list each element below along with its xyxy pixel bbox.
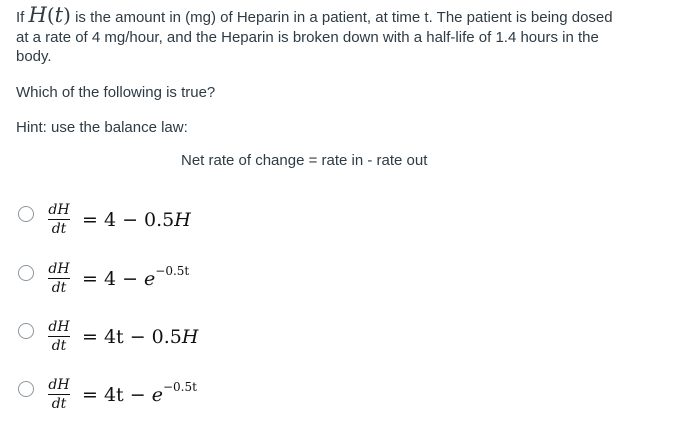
- question-text: [16, 3, 616, 67]
- math-h: H: [28, 3, 47, 27]
- fraction-bar: [48, 394, 70, 395]
- fraction-bar: [48, 219, 70, 220]
- balance-law: Net rate of change = rate in - rate out: [181, 152, 428, 169]
- rhs-exponent: −0.5t: [155, 264, 190, 278]
- rhs-text: = 4 − 0.5: [82, 209, 175, 231]
- answer-option-2[interactable]: [18, 261, 338, 301]
- prompt: Which of the following is true?: [16, 84, 216, 101]
- rhs-variable: H: [174, 209, 191, 231]
- fraction-numerator: dH: [48, 377, 70, 393]
- radio-button[interactable]: [18, 206, 34, 222]
- equation-rhs: [82, 205, 191, 231]
- radio-button[interactable]: [18, 265, 34, 281]
- equation-rhs: [82, 380, 197, 406]
- fraction-denominator: dt: [51, 280, 67, 296]
- math-t: t: [54, 3, 64, 27]
- math-open-paren: (: [46, 3, 55, 27]
- radio-button[interactable]: [18, 323, 34, 339]
- question-prefix: If: [16, 9, 25, 26]
- rhs-text: = 4 −: [82, 268, 145, 290]
- rhs-variable: e: [144, 268, 156, 290]
- answer-option-3[interactable]: [18, 319, 338, 359]
- equation-rhs: [82, 264, 189, 290]
- question-body: is the amount in (mg) of Heparin in a patient, at time t. The patient is being dosed at a rate of 4 mg/hour, and the Heparin is broken down with a half-life of 1.4 hours in the body.: [16, 9, 613, 65]
- fraction: [48, 377, 70, 412]
- rhs-variable: e: [151, 384, 163, 406]
- rhs-exponent: −0.5t: [162, 380, 197, 394]
- fraction-numerator: dH: [48, 319, 70, 335]
- math-close-paren: ): [63, 3, 71, 27]
- fraction-denominator: dt: [51, 338, 67, 354]
- fraction-denominator: dt: [51, 221, 67, 237]
- fraction-numerator: dH: [48, 261, 70, 277]
- rhs-variable: H: [181, 326, 199, 348]
- fraction-numerator: dH: [48, 202, 70, 218]
- fraction-denominator: dt: [51, 396, 67, 412]
- answer-option-1[interactable]: [18, 202, 338, 242]
- hint: Hint: use the balance law:: [16, 119, 188, 136]
- fraction: [48, 261, 70, 296]
- fraction-bar: [48, 278, 70, 279]
- rhs-text: = 4t − 0.5: [82, 326, 182, 348]
- fraction: [48, 319, 70, 354]
- answer-option-4[interactable]: [18, 377, 338, 417]
- equation-rhs: [82, 322, 198, 348]
- rhs-text: = 4t −: [82, 384, 152, 406]
- radio-button[interactable]: [18, 381, 34, 397]
- fraction-bar: [48, 336, 70, 337]
- fraction: [48, 202, 70, 237]
